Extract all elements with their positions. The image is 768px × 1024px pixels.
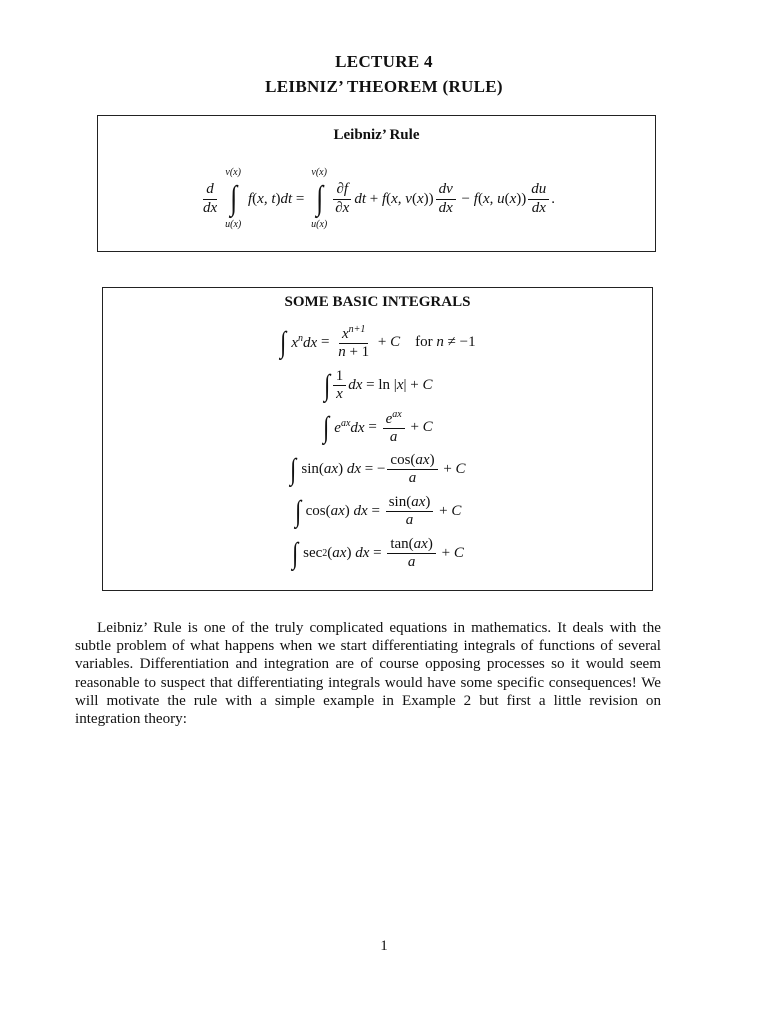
lecture-number: LECTURE 4: [335, 52, 433, 71]
leibniz-formula: $\frac{d}{dx}$ v(x) ∫ u(x) f ( x, t ) dt = v(x) ∫ u(x) $\frac{\partial f}{\partial x}$ dt + f ( x, v ( x )) $\frac{dv}{dx}$ − f ( x, u ( x )) $\frac{du}{dx}$ .: [202, 167, 556, 230]
integral-secant-squared: ∫ sec 2 ( ax ) dx = $\frac{\tan(ax)}{a}$ + C: [292, 536, 464, 571]
integral-power-rule: ∫ $x^ndx$ = $\frac{x^{n+1}}{n + 1}$ + C for n ≠ −1: [280, 324, 476, 361]
leibniz-rule-box: [97, 115, 656, 252]
integral-cosine: ∫ cos( ax ) dx = $\frac{\sin(ax)}{a}$ + C: [294, 494, 462, 529]
integral-sine: ∫ sin( ax ) dx = − $\frac{\cos(ax)}{a}$ + C: [290, 452, 466, 487]
integral-reciprocal: ∫ $\frac{1}{x}$ dx = ln | x | + C: [323, 368, 433, 403]
lecture-title: LEIBNIZ’ THEOREM (RULE): [265, 77, 503, 96]
basic-integrals-box: [102, 287, 653, 591]
leibniz-rule-title: Leibniz’ Rule: [333, 127, 420, 143]
intro-paragraph: Leibniz’ Rule is one of the truly complicated equations in mathematics. It deals with the subtle problem of what happens when we start differentiating integrals of functions of several variables. Differentiation and integration are of course opposing processes so it would seem reasonable to suspect that differentiating integrals would have some specific consequences! We will motivate the rule with a simple example in Example 2 but first a little revision on integration theory:: [75, 620, 661, 728]
page-number: 1: [380, 938, 388, 954]
basic-integrals-title: SOME BASIC INTEGRALS: [284, 294, 471, 310]
integral-exponential: ∫ $e^{ax}dx$ = $\frac{e^{ax}}{a}$ + C: [323, 409, 433, 446]
